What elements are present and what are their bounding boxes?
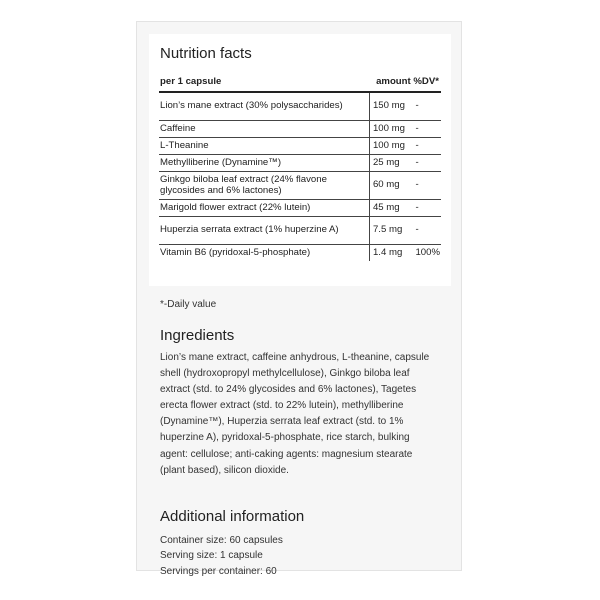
table-row: [159, 92, 441, 121]
nutrient-amount: 150 mg: [369, 92, 413, 121]
nutrient-amount: 60 mg: [369, 171, 413, 199]
nutrient-name: Huperzia serrata extract (1% huperzine A): [159, 216, 369, 244]
additional-info-list: [160, 533, 283, 579]
nutrient-dv: -: [413, 216, 441, 244]
servings-per-container: Servings per container: 60: [160, 565, 277, 577]
nutrient-amount: 1.4 mg: [372, 246, 403, 258]
nutrient-dv: 100%: [415, 246, 440, 258]
nutrient-dv: -: [413, 137, 441, 154]
amount-dv-header: [369, 74, 441, 92]
nutrient-name: Ginkgo biloba leaf extract (24% flavone glycosides and 6% lactones): [159, 171, 369, 199]
ingredients-text: Lion’s mane extract, caffeine anhydrous, L-theanine, capsule shell (hydroxopropyl methylcellulose), Ginkgo biloba leaf extract (std. to 24% glycosides and 6% lactones), Tagetes erecta flower extract (std. to 22% lutein), methylliberine (Dynamine™), Huperzia serrata leaf extract (std. to 1% huperzine A), pyridoxal-5-phosphate, rice starch, bulking agent: cellulose; anti-caking agents: magnesium stearate (plant based), silicon dioxide.: [160, 352, 430, 476]
table-row: [159, 137, 441, 154]
nutrient-name: L-Theanine: [159, 137, 369, 154]
serving-header: per 1 capsule: [159, 74, 369, 92]
nutrient-dv: -: [413, 92, 441, 121]
nutrient-amount: 100 mg: [369, 120, 413, 137]
nutrient-amount: 7.5 mg: [369, 216, 413, 244]
table-row: [159, 154, 441, 171]
table-row: [159, 244, 441, 261]
amount-header: amount: [376, 76, 411, 87]
nutrient-name: Methylliberine (Dynamine™): [159, 154, 369, 171]
nutrient-dv: -: [413, 171, 441, 199]
table-row: [159, 120, 441, 137]
nutrient-amount: 45 mg: [369, 199, 413, 216]
container-size: Container size: 60 capsules: [160, 535, 283, 546]
nutrient-name: Vitamin B6 (pyridoxal-5-phosphate): [159, 244, 369, 261]
ingredients-heading: Ingredients: [160, 327, 235, 344]
table-row: [159, 199, 441, 216]
table-row: [159, 216, 441, 244]
product-info-panel: [136, 21, 462, 577]
serving-size: Serving size: 1 capsule: [160, 550, 263, 562]
additional-info-heading: Additional information: [160, 508, 305, 525]
nutrition-table: [159, 74, 441, 261]
dv-header: %DV*: [413, 76, 439, 87]
nutrition-facts-box: [149, 34, 451, 286]
nutrient-amount: 100 mg: [369, 137, 413, 154]
nutrition-header-row: [159, 74, 441, 92]
nutrient-dv: -: [413, 199, 441, 216]
nutrient-name: Caffeine: [159, 120, 369, 137]
daily-value-footnote: *-Daily value: [160, 299, 217, 310]
nutrient-dv: -: [413, 120, 441, 137]
nutrient-name: Lion’s mane extract (30% polysaccharides): [159, 92, 369, 121]
table-row: [159, 171, 441, 199]
nutrient-dv: -: [413, 154, 441, 171]
nutrient-name: Marigold flower extract (22% lutein): [159, 199, 369, 216]
nutrient-amount: 25 mg: [369, 154, 413, 171]
nutrition-facts-title: Nutrition facts: [160, 45, 252, 62]
